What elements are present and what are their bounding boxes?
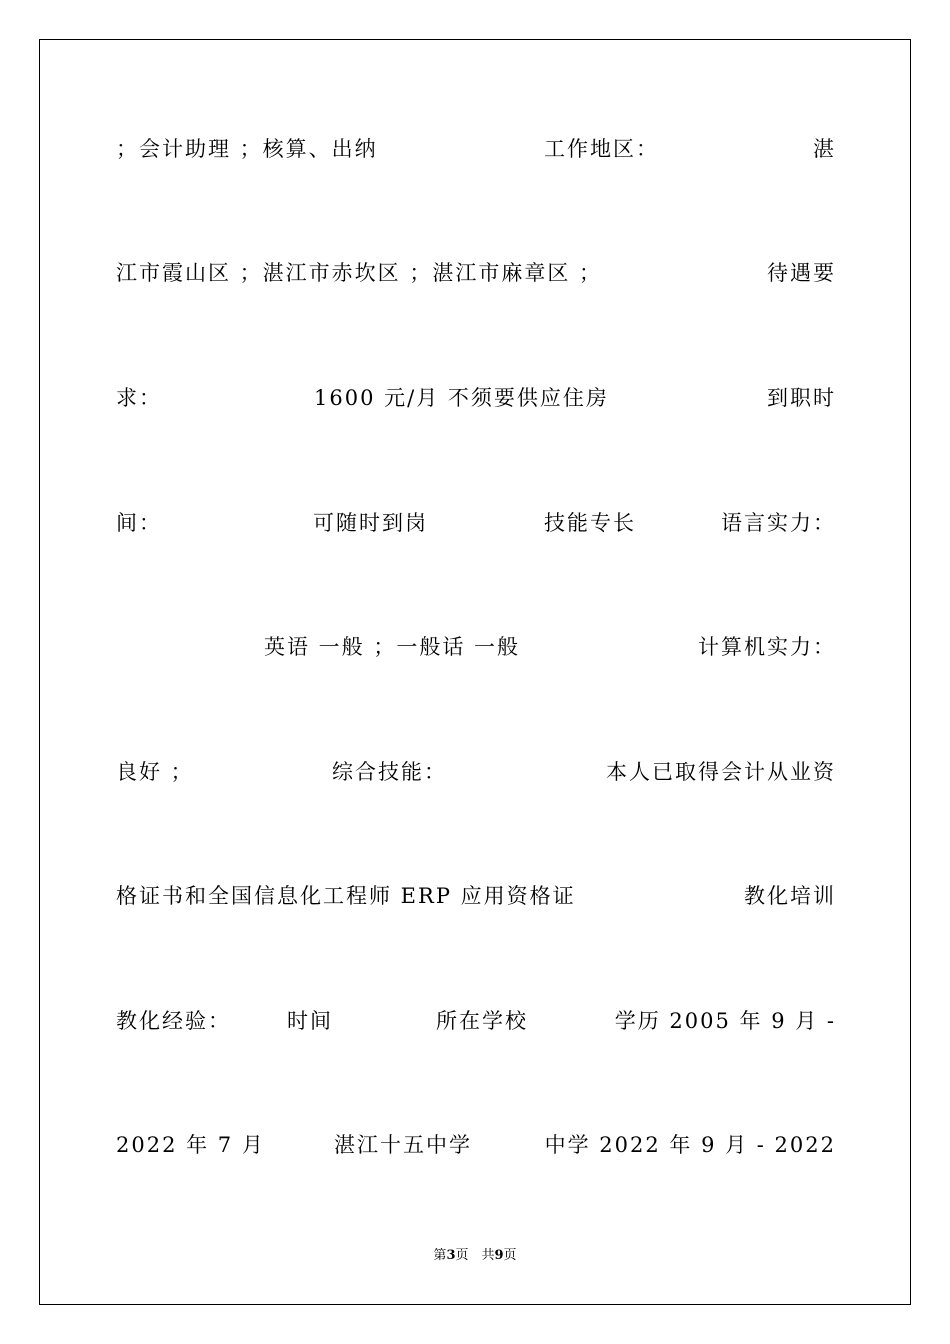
text-line-7	[116, 881, 836, 911]
text-segment: 教化经验：	[116, 1009, 231, 1033]
page-border	[39, 39, 911, 1305]
footer-mid: 页 共	[455, 1248, 495, 1263]
text-segment: 1600 元/月 不须要供应住房	[314, 386, 609, 410]
text-segment: 求：	[116, 386, 162, 410]
page-footer	[0, 1246, 950, 1266]
total-page-number: 9	[494, 1248, 504, 1263]
text-line-1	[116, 134, 836, 164]
text-line-2	[116, 258, 836, 288]
text-segment: 江市霞山区 ；湛江市赤坎区 ；湛江市麻章区 ；	[116, 261, 603, 285]
text-segment: 语言实力：	[721, 511, 836, 535]
text-segment: 待遇要	[767, 261, 836, 285]
text-segment: 本人已取得会计从业资	[606, 760, 836, 784]
text-segment: 计算机实力：	[698, 635, 836, 659]
text-line-3	[116, 383, 836, 413]
text-line-9	[116, 1130, 836, 1160]
text-segment: 技能专长	[544, 511, 636, 535]
text-segment: 可随时到岗	[313, 511, 428, 535]
text-segment: 英语 一般 ；一般话 一般	[264, 635, 521, 659]
text-segment: ；会计助理 ；核算、出纳	[116, 137, 378, 161]
text-line-6	[116, 757, 836, 787]
text-segment: 时间	[287, 1009, 333, 1033]
footer-prefix: 第	[433, 1248, 447, 1263]
footer-suffix: 页	[503, 1248, 517, 1263]
text-line-8	[116, 1006, 836, 1036]
text-segment: 良好 ；	[116, 760, 194, 784]
text-segment: 中学 2022 年 9 月 - 2022	[544, 1133, 836, 1157]
current-page-number: 3	[446, 1248, 456, 1263]
text-segment: 到职时	[767, 386, 836, 410]
text-segment: 格证书和全国信息化工程师 ERP 应用资格证	[116, 884, 576, 908]
text-line-4	[116, 508, 836, 538]
text-segment: 湛	[813, 137, 836, 161]
text-segment: 学历 2005 年 9 月 -	[614, 1009, 836, 1033]
text-segment: 所在学校	[436, 1009, 528, 1033]
text-segment: 教化培训	[744, 884, 836, 908]
text-segment: 间：	[116, 511, 162, 535]
text-segment: 工作地区：	[544, 137, 659, 161]
text-line-5	[116, 632, 836, 662]
text-segment: 2022 年 7 月	[116, 1133, 265, 1157]
text-segment: 综合技能：	[332, 760, 447, 784]
text-segment: 湛江十五中学	[334, 1133, 472, 1157]
